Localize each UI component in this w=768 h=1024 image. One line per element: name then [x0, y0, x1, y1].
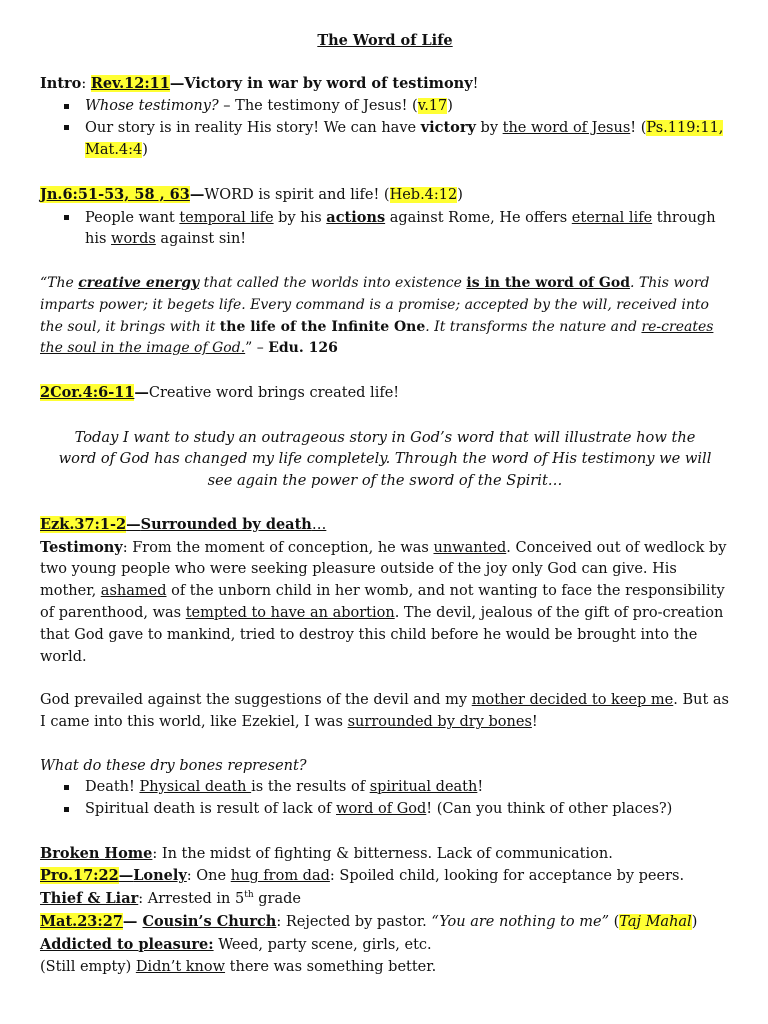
cor-ref: 2Cor.4:6-11 [40, 383, 135, 401]
broken-home-line: Broken Home: In the midst of fighting & bitterness. Lack of communication. [40, 844, 613, 862]
today-paragraph: Today I want to study an outrageous story in God’s word that will illustrate how the word of God has changed my life completely. Through the word of His testimony we will see again the power of the sword of the Spirit… [58, 428, 712, 490]
list-item: Our story is in reality His story! We can have victory by the word of Jesus! (Ps.119:11, Mat.4:4) [40, 117, 730, 162]
ezk-heading: Ezk.37:1-2—Surrounded by death… [40, 515, 327, 533]
intro-ref: Rev.12:11 [90, 74, 170, 92]
list-item: Whose testimony? – The testimony of Jesus! (v.17) [40, 96, 730, 118]
thief-line: Thief & Liar: Arrested in 5th grade [40, 890, 301, 908]
edu-quote: “The creative energy that called the worlds into existence is in the word of God. This word imparts power; it begets life. Every command is a promise; accepted by the will, received into the soul, it brings with it the life of the Infinite One. It transforms the nature and re-creates the soul in the image of God.” – Edu. 126 [40, 274, 714, 357]
prevailed-paragraph: God prevailed against the suggestions of the devil and my mother decided to keep me. But as I came into this world, like Ezekiel, I was surrounded by dry bones! [40, 692, 729, 730]
addicted-line: Addicted to pleasure: Weed, party scene, girls, etc. [40, 935, 432, 953]
jn-ref: Jn.6:51-53, 58 , 63 [40, 185, 190, 203]
jn-line: Jn.6:51-53, 58 , 63—WORD is spirit and life! (Heb.4:12) [40, 185, 463, 203]
lonely-line: Pro.17:22—Lonely: One hug from dad: Spoiled child, looking for acceptance by peers. [40, 867, 685, 885]
ezk-ref: Ezk.37:1-2 [40, 515, 127, 533]
intro-bullets [40, 96, 730, 162]
dry-bones-question: What do these dry bones represent? [40, 757, 307, 774]
list-item: Death! Physical death is the results of spiritual death! [40, 777, 730, 799]
still-empty-line: (Still empty) Didn’t know there was something better. [40, 958, 437, 975]
list-item: People want temporal life by his actions against Rome, He offers eternal life through his words against sin! [40, 207, 730, 252]
cousin-line: Mat.23:27— Cousin’s Church: Rejected by pastor. “You are nothing to me” (Taj Mahal) [40, 913, 698, 931]
testimony-paragraph: Testimony: From the moment of conception, he was unwanted. Conceived out of wedlock by two young people who were seeking pleasure outside of the joy only God can give. His mother, ashamed of the unborn child in her womb, and not wanting to face the responsibility of parenthood, was tempted to have an abortion. The devil, jealous of the gift of pro-creation that God gave to mankind, tried to destroy this child before he would be brought into the world. [40, 538, 727, 665]
cor-line: 2Cor.4:6-11—Creative word brings created life! [40, 383, 400, 401]
intro-line: Intro: Rev.12:11—Victory in war by word of testimony! [40, 74, 479, 92]
page-title: The Word of Life [317, 32, 453, 49]
list-item: Spiritual death is result of lack of word of God! (Can you think of other places?) [40, 799, 730, 821]
